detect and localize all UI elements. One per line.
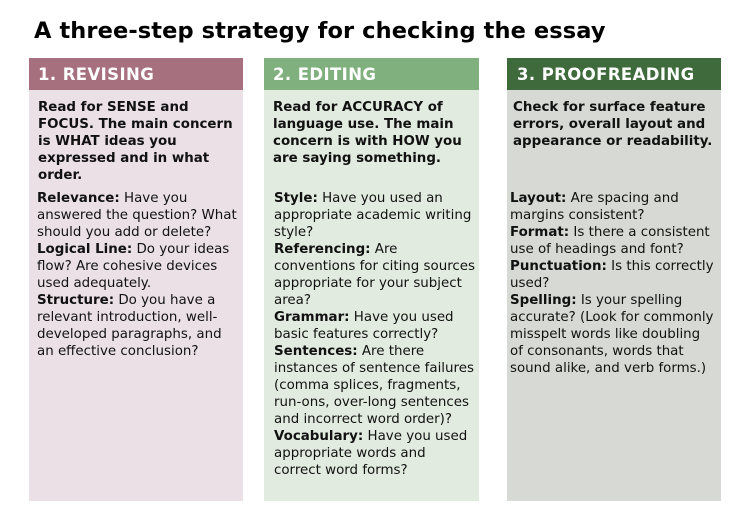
list-item [37,241,239,292]
revising-column [29,58,243,501]
page-title: A three-step strategy for checking the essay [34,18,606,44]
list-item [510,258,717,292]
revising-body [29,90,243,501]
item-term: Grammar: [274,310,350,325]
item-term: Referencing: [274,242,371,257]
list-item [510,190,717,224]
list-item [510,224,717,258]
list-item [37,190,239,241]
editing-items [274,190,475,479]
item-term: Sentences: [274,344,358,359]
list-item [274,428,475,479]
item-term: Logical Line: [37,242,133,257]
item-text: Have you used appropriate words and correct word forms? [274,429,468,478]
item-text: Is this correctly used? [510,259,714,291]
item-term: Relevance: [37,191,120,206]
item-text: Is there a consistent use of headings and font? [510,225,710,257]
list-item [37,292,239,360]
list-item [274,190,475,241]
item-text: Are spacing and margins consistent? [510,191,679,223]
editing-column [264,58,479,501]
item-text: Are there instances of sentence failures (comma splices, fragments, run-ons, over-long sentences and incorrect word order)? [274,344,474,427]
item-text: Do you have a relevant introduction, well-developed paragraphs, and an effective conclusion? [37,293,222,359]
item-term: Format: [510,225,570,240]
revising-items [37,190,239,360]
revising-intro: Read for SENSE and FOCUS. The main concern is WHAT ideas you expressed and in what order. [38,100,233,183]
item-term: Punctuation: [510,259,607,274]
item-text: Is your spelling accurate? (Look for commonly misspelt words like doubling of consonants, words that sound alike, and verb forms.) [510,293,714,376]
item-term: Layout: [510,191,567,206]
list-item [510,292,717,377]
item-term: Structure: [37,293,115,308]
item-text: Are conventions for citing sources appropriate for your subject area? [274,242,475,308]
proofreading-items [510,190,717,377]
proofreading-heading: 3. PROOFREADING [507,58,721,90]
item-text: Have you used an appropriate academic writing style? [274,191,472,240]
item-term: Style: [274,191,318,206]
list-item [274,343,475,428]
editing-intro: Read for ACCURACY of language use. The main concern is with HOW you are saying something. [273,100,462,166]
editing-heading: 2. EDITING [264,58,479,90]
proofreading-column [507,58,721,501]
proofreading-intro: Check for surface feature errors, overall layout and appearance or readability. [513,100,713,149]
item-text: Have you used basic features correctly? [274,310,454,342]
item-text: Have you answered the question? What should you add or delete? [37,191,237,240]
list-item [274,309,475,343]
proofreading-body [507,90,721,501]
list-item [274,241,475,309]
editing-body [264,90,479,501]
item-term: Vocabulary: [274,429,364,444]
revising-heading: 1. REVISING [29,58,243,90]
item-term: Spelling: [510,293,577,308]
item-text: Do your ideas flow? Are cohesive devices used adequately. [37,242,230,291]
